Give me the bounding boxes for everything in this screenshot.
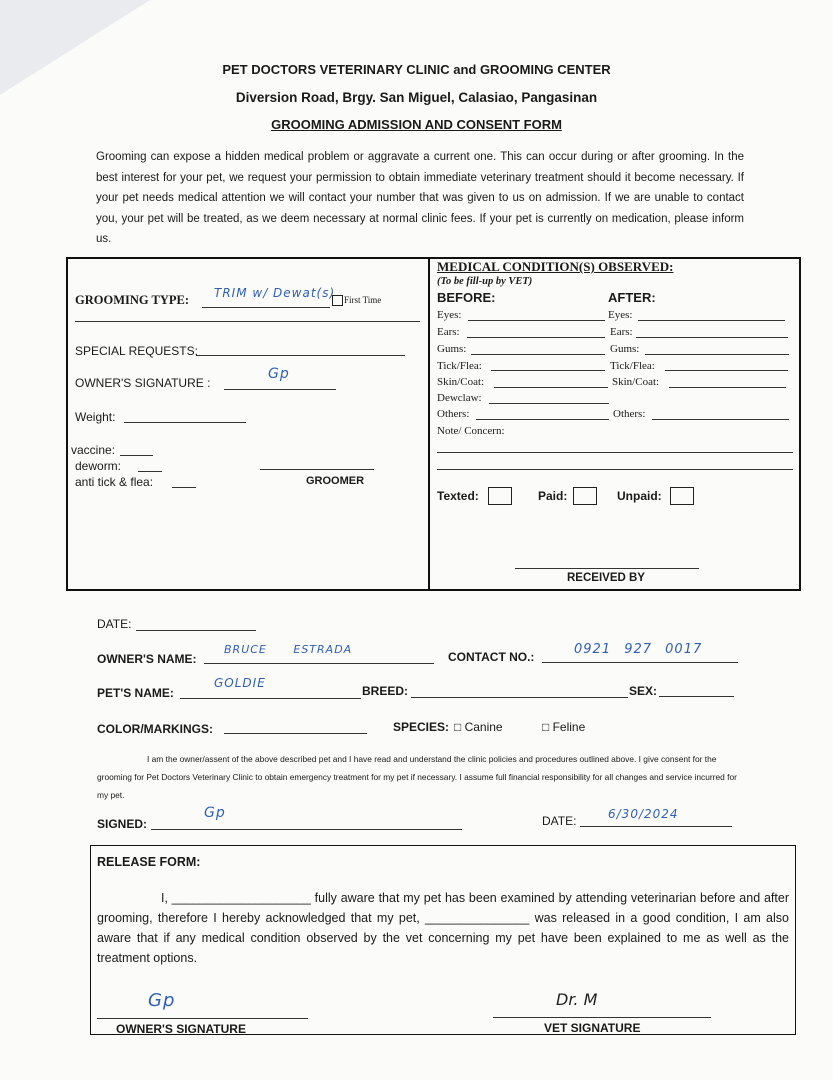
weight-label: Weight: (75, 410, 116, 424)
before-eyes: Eyes: (437, 309, 462, 321)
release-title: RELEASE FORM: (97, 855, 201, 869)
owner-name-line[interactable] (204, 663, 434, 664)
color-label: COLOR/MARKINGS: (97, 722, 213, 736)
groomer-label: GROOMER (306, 475, 365, 487)
anti-tick-line[interactable] (172, 487, 196, 488)
unpaid-label: Unpaid: (617, 489, 662, 503)
release-vet-signature-line[interactable] (493, 1017, 711, 1018)
before-dewclaw-line[interactable] (489, 403, 609, 404)
color-line[interactable] (224, 733, 367, 734)
grooming-type-label: GROOMING TYPE: (75, 293, 190, 307)
note-line-2[interactable] (437, 469, 793, 470)
note-label: Note/ Concern: (437, 425, 505, 437)
folded-corner (0, 0, 150, 95)
after-ears: Ears: (610, 326, 633, 338)
consent-paragraph: I am the owner/assent of the above described pet and I have read and understand the clinic policies and procedures outlined above. I give consent for the grooming for Pet Doctors Veterinary Clinic to obtain emergency treatment for my pet if necessary. I assume full financial responsibility for all changes and service incurred for my pet. (97, 754, 737, 800)
owner-signature-line[interactable] (224, 389, 336, 390)
before-others-line[interactable] (476, 419, 609, 420)
pet-name-line[interactable] (180, 698, 361, 699)
after-gums: Gums: (610, 343, 640, 355)
pet-name-label: PET'S NAME: (97, 686, 174, 700)
species-label: SPECIES: (393, 720, 450, 734)
feline-option[interactable]: □ Feline (542, 720, 586, 734)
owner-name-label: OWNER'S NAME: (97, 652, 197, 666)
breed-label: BREED: (362, 684, 409, 698)
deworm-label: deworm: (75, 459, 122, 473)
signed-date-value: 6/30/2024 (608, 807, 679, 821)
before-gums: Gums: (437, 343, 467, 355)
weight-line[interactable] (124, 422, 246, 423)
before-others: Others: (437, 408, 470, 420)
pet-name-value: GOLDIE (214, 676, 266, 690)
note-line-1[interactable] (437, 452, 793, 453)
date-label: DATE: (97, 617, 132, 631)
signed-label: SIGNED: (97, 817, 148, 831)
grooming-type-line-2[interactable] (75, 321, 420, 322)
contact-label: CONTACT NO.: (448, 650, 535, 664)
signed-date-line[interactable] (580, 826, 732, 827)
grooming-type-value: TRIM w/ Dewat(s) (214, 286, 336, 300)
release-vet-signature-label: VET SIGNATURE (544, 1021, 641, 1035)
before-eyes-line[interactable] (468, 320, 605, 321)
after-others: Others: (613, 408, 646, 420)
after-skin-line[interactable] (669, 387, 786, 388)
clinic-address: Diversion Road, Brgy. San Miguel, Calasiao, Pangasinan (235, 90, 598, 105)
medical-subtitle: (To be fill-up by VET) (437, 276, 533, 287)
after-skin: Skin/Coat: (612, 376, 660, 388)
first-time-label: First Time (344, 295, 382, 305)
before-ears: Ears: (437, 326, 460, 338)
owner-signature-value: Gp (268, 366, 290, 382)
signed-line[interactable] (151, 829, 462, 830)
after-tick-line[interactable] (665, 370, 788, 371)
release-owner-signature-value: Gp (148, 990, 176, 1011)
after-label: AFTER: (608, 290, 656, 305)
release-owner-signature-label: OWNER'S SIGNATURE (116, 1022, 246, 1036)
deworm-line[interactable] (138, 471, 162, 472)
before-gums-line[interactable] (471, 354, 605, 355)
texted-label: Texted: (437, 489, 479, 503)
breed-line[interactable] (411, 697, 628, 698)
after-ears-line[interactable] (636, 337, 788, 338)
received-by-line[interactable] (515, 568, 699, 569)
sex-line[interactable] (659, 696, 734, 697)
paid-label: Paid: (538, 489, 568, 503)
special-requests-label: SPECIAL REQUESTS: (75, 344, 198, 358)
owner-name-value: BRUCE ESTRADA (224, 643, 353, 656)
before-ears-line[interactable] (467, 337, 605, 338)
after-others-line[interactable] (652, 419, 789, 420)
before-skin: Skin/Coat: (437, 376, 485, 388)
after-gums-line[interactable] (645, 354, 789, 355)
before-dewclaw: Dewclaw: (437, 392, 482, 404)
vaccine-line[interactable] (120, 455, 153, 456)
owner-signature-label: OWNER'S SIGNATURE : (75, 376, 211, 390)
signed-value: Gp (204, 805, 226, 821)
received-by-label: RECEIVED BY (567, 572, 645, 584)
anti-tick-label: anti tick & flea: (75, 475, 154, 489)
form-title: GROOMING ADMISSION AND CONSENT FORM (271, 117, 562, 132)
grooming-type-line[interactable] (202, 307, 330, 308)
unpaid-checkbox[interactable] (670, 487, 694, 505)
medical-title: MEDICAL CONDITION(S) OBSERVED: (437, 259, 674, 274)
before-tick-line[interactable] (491, 370, 605, 371)
texted-checkbox[interactable] (488, 487, 512, 505)
contact-value: 0921 927 0017 (574, 642, 703, 657)
after-eyes-line[interactable] (638, 320, 785, 321)
groomer-line[interactable] (260, 469, 374, 470)
after-eyes: Eyes: (608, 309, 633, 321)
date-line[interactable] (136, 630, 256, 631)
box-divider (428, 257, 430, 591)
release-vet-signature-value: Dr. M (556, 990, 598, 1009)
release-paragraph: I, ____________________ fully aware that my pet has been examined by attending veterinarian before and after grooming, therefore I hereby acknowledged that my pet, _______________ was released in a good condition, I am also aware that if any medical condition observed by the vet concerning my pet have been explained to me as well as the treatment options. (97, 891, 789, 965)
before-label: BEFORE: (437, 290, 496, 305)
after-tick: Tick/Flea: (610, 360, 655, 372)
special-requests-line[interactable] (196, 355, 405, 356)
paid-checkbox[interactable] (573, 487, 597, 505)
contact-line[interactable] (542, 662, 738, 663)
signed-date-label: DATE: (542, 814, 577, 828)
before-skin-line[interactable] (494, 387, 608, 388)
canine-option[interactable]: □ Canine (454, 720, 503, 734)
intro-paragraph: Grooming can expose a hidden medical problem or aggravate a current one. This can occur during or after grooming. In the best interest for your pet, we request your permission to obtain immediate veterinary treatment should it become necessary. If your pet needs medical attention we will contact your number that was given to us on admission. If we are unable to contact you, your pet will be treated, as we deem necessary at normal clinic fees. If your pet is currently on medication, please inform us. (96, 151, 744, 245)
before-tick: Tick/Flea: (437, 360, 482, 372)
sex-label: SEX: (629, 684, 658, 698)
release-owner-signature-line[interactable] (97, 1018, 308, 1019)
first-time-checkbox[interactable] (332, 295, 343, 306)
clinic-name: PET DOCTORS VETERINARY CLINIC and GROOMING CENTER (222, 62, 611, 77)
vaccine-label: vaccine: (71, 443, 116, 457)
